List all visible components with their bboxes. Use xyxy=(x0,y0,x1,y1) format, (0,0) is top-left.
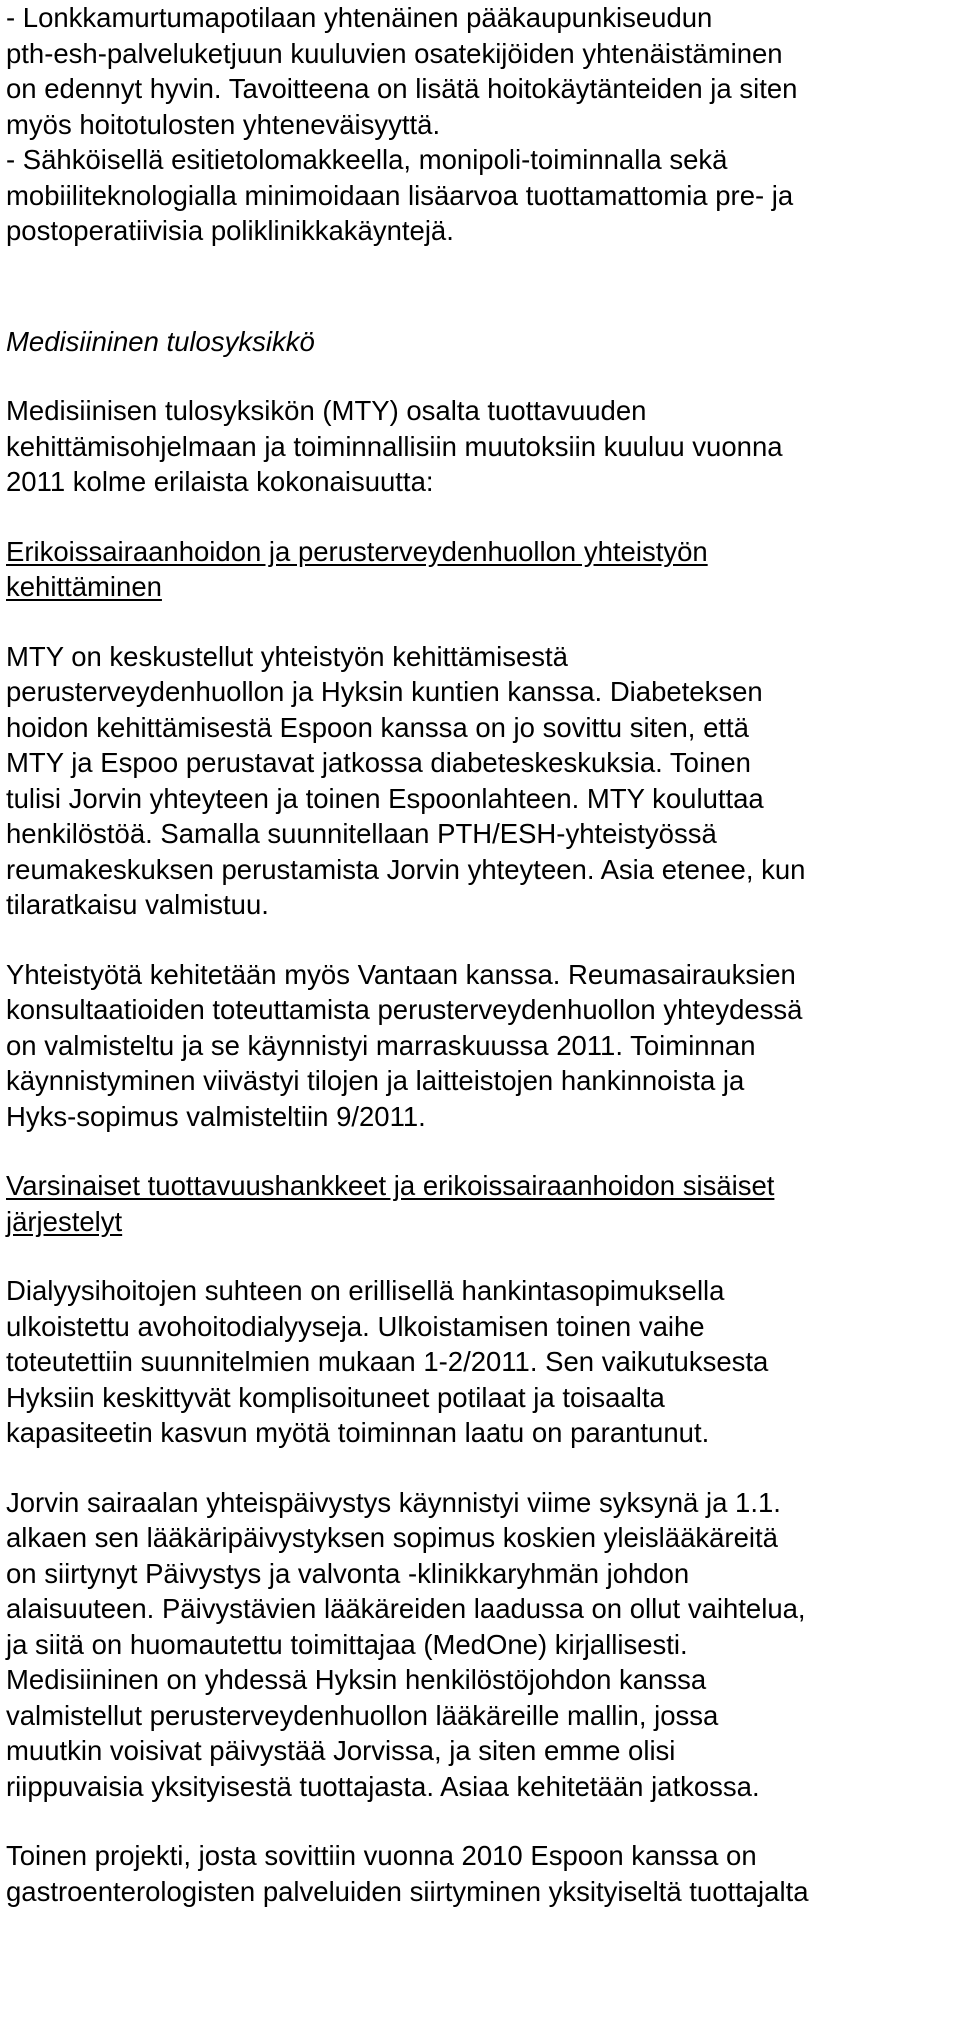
paragraph-dialysis xyxy=(6,1273,960,1451)
text-line: MTY ja Espoo perustavat jatkossa diabeteskeskuksia. Toinen xyxy=(6,747,751,778)
text-line: gastroenterologisten palveluiden siirtyminen yksityiseltä tuottajalta xyxy=(6,1875,809,1907)
text-line: Erikoissairaanhoidon ja perusterveydenhuollon yhteistyön xyxy=(6,535,708,567)
text-line: perusterveydenhuollon ja Hyksin kuntien kanssa. Diabeteksen xyxy=(6,676,763,707)
paragraph-diabetes xyxy=(6,639,960,923)
text-line: ja siitä on huomautettu toimittajaa (MedOne) kirjallisesti. xyxy=(6,1628,688,1660)
text-line: kapasiteetin kasvun myötä toiminnan laatu on parantunut. xyxy=(6,1417,710,1448)
subheading-productivity xyxy=(6,1168,960,1239)
text-line: Medisiinisen tulosyksikön (MTY) osalta tuottavuuden xyxy=(6,395,647,426)
section-heading xyxy=(6,324,960,360)
text-line: hoidon kehittämisestä Espoon kanssa on jo sovittu siten, että xyxy=(6,711,749,743)
bullet-list xyxy=(6,0,960,249)
text-line: valmistellut perusterveydenhuollon lääkäreille mallin, jossa xyxy=(6,1699,719,1731)
text-line: on edennyt hyvin. Tavoitteena on lisätä hoitokäytänteiden ja siten xyxy=(6,73,798,104)
paragraph-vantaa xyxy=(6,957,960,1135)
text-line: alkaen sen lääkäripäivystyksen sopimus koskien yleislääkäreitä xyxy=(6,1522,778,1553)
text-line: alaisuuteen. Päivystävien lääkäreiden laadussa on ollut vaihtelua, xyxy=(6,1593,806,1624)
paragraph-emergency xyxy=(6,1485,960,1805)
text-line: Varsinaiset tuottavuushankkeet ja erikoissairaanhoidon sisäiset xyxy=(6,1170,775,1201)
bullet-electronic-form xyxy=(6,142,960,249)
text-line: muutkin voisivat päivystää Jorvissa, ja siten emme olisi xyxy=(6,1735,676,1766)
text-line: järjestelyt xyxy=(6,1205,123,1237)
text-line: - Sähköisellä esitietolomakkeella, monipoli-toiminnalla sekä xyxy=(6,144,728,175)
text-line: Yhteistyötä kehitetään myös Vantaan kanssa. Reumasairauksien xyxy=(6,958,796,990)
text-line: Hyksiin keskittyvät komplisoituneet potilaat ja toisaalta xyxy=(6,1381,665,1413)
text-line: Dialyysihoitojen suhteen on erillisellä hankintasopimuksella xyxy=(6,1275,725,1306)
text-line: postoperatiivisia poliklinikkakäyntejä. xyxy=(6,215,454,246)
subheading-cooperation xyxy=(6,534,960,605)
intro-paragraph xyxy=(6,393,960,500)
text-line: kehittäminen xyxy=(6,571,162,602)
text-line: on siirtynyt Päivystys ja valvonta -klinikkaryhmän johdon xyxy=(6,1557,690,1589)
text-line: myös hoitotulosten yhteneväisyyttä. xyxy=(6,108,441,140)
text-line: Toinen projekti, josta sovittiin vuonna 2010 Espoon kanssa on xyxy=(6,1840,757,1871)
text-line: Hyks-sopimus valmisteltiin 9/2011. xyxy=(6,1100,426,1132)
text-line: on valmisteltu ja se käynnistyi marraskuussa 2011. Toiminnan xyxy=(6,1029,756,1061)
text-line: mobiiliteknologialla minimoidaan lisäarvoa tuottamattomia pre- ja xyxy=(6,179,794,211)
text-line: MTY on keskustellut yhteistyön kehittämisestä xyxy=(6,640,568,672)
text-line: toteutettiin suunnitelmien mukaan 1-2/2011. Sen vaikutuksesta xyxy=(6,1346,769,1377)
text-line: tulisi Jorvin yhteyteen ja toinen Espoonlahteen. MTY kouluttaa xyxy=(6,782,764,814)
text-line: - Lonkkamurtumapotilaan yhtenäinen pääkaupunkiseudun xyxy=(6,2,713,33)
text-line: henkilöstöä. Samalla suunnitellaan PTH/ESH-yhteistyössä xyxy=(6,818,717,849)
text-line: tilaratkaisu valmistuu. xyxy=(6,889,269,920)
text-line: kehittämisohjelmaan ja toiminnallisiin muutoksiin kuuluu vuonna xyxy=(6,430,783,462)
text-line: riippuvaisia yksityisestä tuottajasta. Asiaa kehitetään jatkossa. xyxy=(6,1770,760,1802)
bullet-hip-fracture xyxy=(6,0,960,142)
text-line: konsultaatioiden toteuttamista perusterveydenhuollon yhteydessä xyxy=(6,994,803,1025)
text-line: Medisiininen on yhdessä Hyksin henkilöstöjohdon kanssa xyxy=(6,1664,707,1695)
text-line: pth-esh-palveluketjuun kuuluvien osatekijöiden yhtenäistäminen xyxy=(6,37,783,69)
paragraph-gastro xyxy=(6,1838,960,1909)
text-line: reumakeskuksen perustamista Jorvin yhteyteen. Asia etenee, kun xyxy=(6,853,806,885)
text-line: käynnistyminen viivästyi tilojen ja laitteistojen hankinnoista ja xyxy=(6,1065,745,1096)
text-line: ulkoistettu avohoitodialyyseja. Ulkoistamisen toinen vaihe xyxy=(6,1310,705,1342)
section-heading-text: Medisiininen tulosyksikkö xyxy=(6,325,315,357)
text-line: Jorvin sairaalan yhteispäivystys käynnistyi viime syksynä ja 1.1. xyxy=(6,1486,781,1518)
text-line: 2011 kolme erilaista kokonaisuutta: xyxy=(6,466,434,497)
